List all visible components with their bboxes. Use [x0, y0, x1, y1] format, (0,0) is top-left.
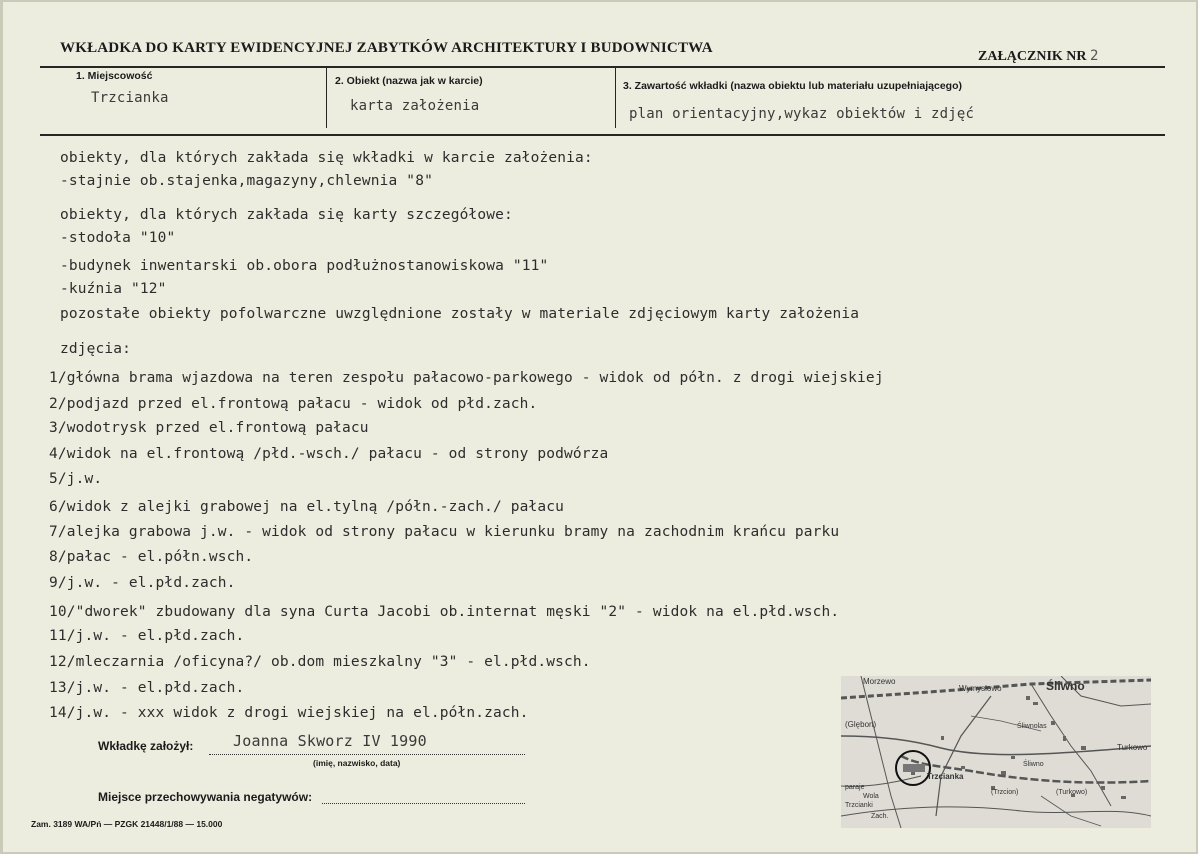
field-value-object: karta założenia — [350, 98, 480, 114]
storage-dotted-line — [322, 803, 525, 804]
map-drawing — [841, 676, 1151, 828]
map-label: Śliwno — [1046, 679, 1085, 693]
document-card — [3, 2, 1196, 852]
photo-entry: 1/główna brama wjazdowa na teren zespołu pałacowo-parkowego - widok od półn. z drogi wiejskiej — [49, 370, 884, 386]
map-label: (Glębon) — [845, 720, 877, 729]
header-bottom-rule — [40, 134, 1165, 136]
map-label: Zach. — [871, 813, 889, 820]
author-value: Joanna Skworz IV 1990 — [233, 732, 427, 750]
body-line: -budynek inwentarski ob.obora podłużnostanowiskowa "11" — [60, 258, 549, 274]
body-line: pozostałe obiekty pofolwarczne uwzględnione zostały w materiale zdjęciowym karty założenia — [60, 306, 860, 322]
field-label-locality: 1. Miejscowość — [76, 70, 153, 82]
author-label: Wkładkę założył: — [98, 739, 194, 753]
photo-entry: 12/mleczarnia /oficyna?/ ob.dom mieszkalny "3" - el.płd.wsch. — [49, 654, 591, 670]
body-line: obiekty, dla których zakłada się karty szczegółowe: — [60, 207, 513, 223]
map-label: Trzcianka — [927, 772, 964, 781]
photo-entry: 13/j.w. - el.płd.zach. — [49, 680, 245, 696]
form-title: WKŁADKA DO KARTY EWIDENCYJNEJ ZABYTKÓW ARCHITEKTURY I BUDOWNICTWA — [60, 40, 713, 56]
body-line: -stajnie ob.stajenka,magazyny,chlewnia "8" — [60, 173, 433, 189]
map-label: Wymysłowo — [959, 684, 1002, 693]
header-top-rule — [40, 66, 1165, 68]
photo-entry: 9/j.w. - el.płd.zach. — [49, 575, 236, 591]
photo-entry: 4/widok na el.frontową /płd.-wsch./ pałacu - od strony podwórza — [49, 446, 609, 462]
photo-entry: 6/widok z alejki grabowej na el.tylną /półn.-zach./ pałacu — [49, 499, 565, 515]
body-line: -kuźnia "12" — [60, 281, 167, 297]
map-label: Wola — [863, 793, 879, 800]
map-label: Śliwnolas — [1017, 723, 1047, 730]
photo-entry: 3/wodotrysk przed el.frontową pałacu — [49, 420, 369, 436]
author-dotted-line — [209, 754, 525, 755]
map-label: Turkowo — [1117, 743, 1148, 752]
map-label: (Turkowo) — [1056, 789, 1088, 796]
photo-entry: 5/j.w. — [49, 471, 103, 487]
map-label: Śliwno — [1023, 761, 1044, 768]
map-label: (Trzcion) — [991, 789, 1019, 796]
author-caption: (imię, nazwisko, data) — [313, 758, 401, 768]
field-value-locality: Trzcianka — [91, 90, 169, 106]
attachment-label: ZAŁĄCZNIK NR — [978, 49, 1087, 64]
attachment-number — [978, 48, 1098, 65]
storage-label: Miejsce przechowywania negatywów: — [98, 790, 313, 804]
attachment-number-value: 2 — [1090, 48, 1099, 64]
body-line: -stodoła "10" — [60, 230, 176, 246]
photo-entry: 10/"dworek" zbudowany dla syna Curta Jacobi ob.internat męski "2" - widok na el.płd.wsch. — [49, 604, 840, 620]
photo-entry: 11/j.w. - el.płd.zach. — [49, 628, 245, 644]
map-label: paraje — [845, 784, 865, 791]
field-label-object: 2. Obiekt (nazwa jak w karcie) — [335, 75, 483, 87]
orientation-map — [841, 676, 1151, 828]
map-label: Trzcianki — [845, 802, 873, 809]
print-info: Zam. 3189 WA/Pń — PZGK 21448/1/88 — 15.000 — [31, 819, 223, 829]
field-label-contents: 3. Zawartość wkładki (nazwa obiektu lub materiału uzupełniającego) — [623, 80, 962, 92]
photo-entry: 14/j.w. - xxx widok z drogi wiejskiej na el.półn.zach. — [49, 705, 529, 721]
photo-entry: 8/pałac - el.półn.wsch. — [49, 549, 254, 565]
body-line: obiekty, dla których zakłada się wkładki w karcie założenia: — [60, 150, 593, 166]
header-divider-2 — [615, 68, 616, 128]
header-divider-1 — [326, 68, 327, 128]
body-line: zdjęcia: — [60, 341, 132, 357]
map-label: Morzewo — [863, 677, 896, 686]
photo-entry: 7/alejka grabowa j.w. - widok od strony pałacu w kierunku bramy na zachodnim krańcu parku — [49, 524, 840, 540]
field-value-contents: plan orientacyjny,wykaz obiektów i zdjęć — [629, 106, 975, 122]
photo-entry: 2/podjazd przed el.frontową pałacu - widok od płd.zach. — [49, 396, 538, 412]
